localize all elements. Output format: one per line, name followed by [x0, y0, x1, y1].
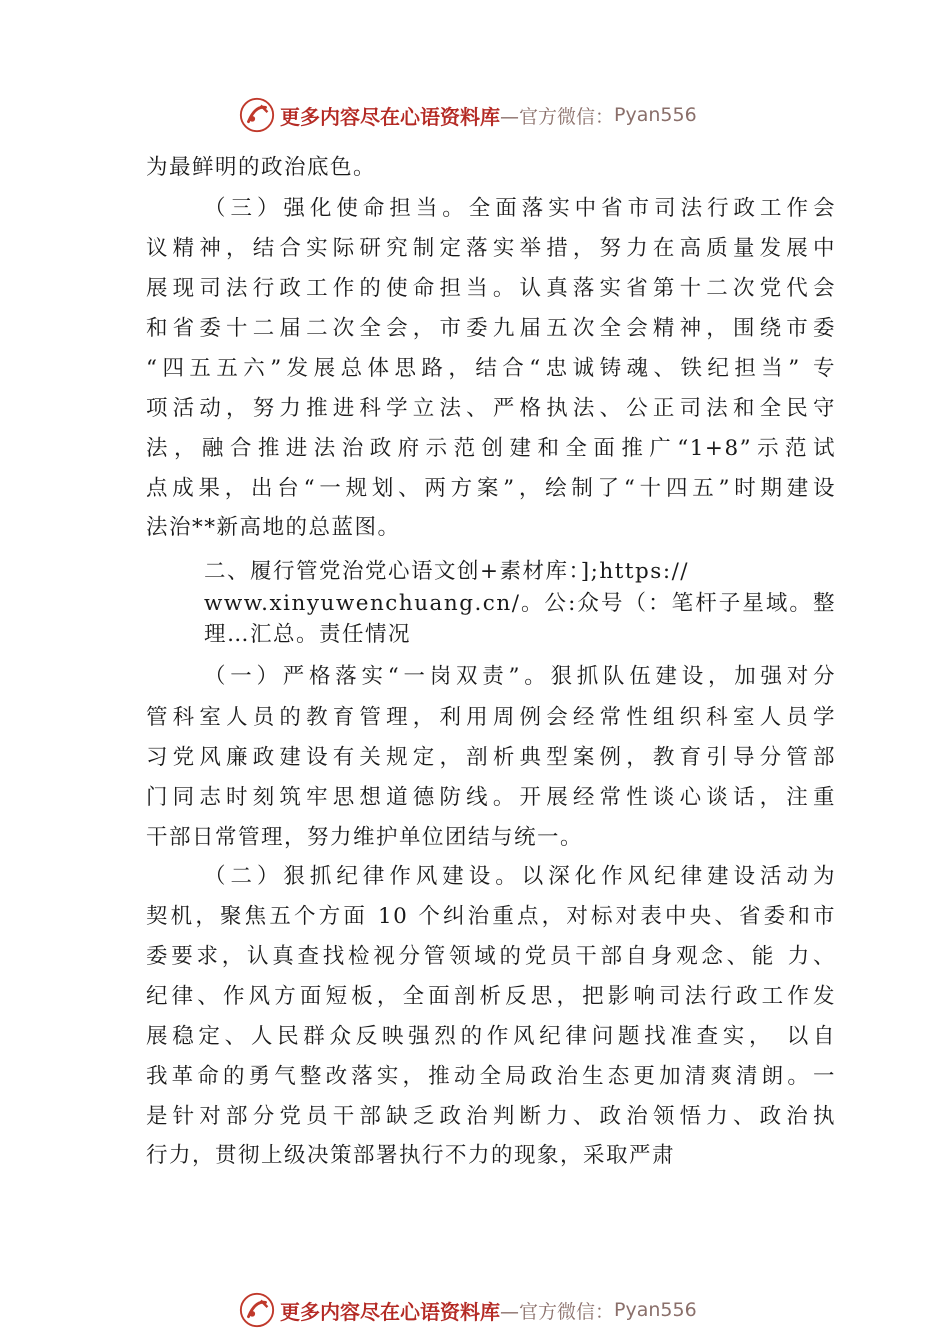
text-line: 点成果，出台“一规划、两方案”，绘制了“十四五”时期建设: [146, 476, 836, 501]
text-line: 行力，贯彻上级决策部署执行不力的现象，采取严肃: [146, 1143, 676, 1168]
text-line: 为最鲜明的政治底色。: [146, 155, 377, 180]
text-line: 是针对部分党员干部缺乏政治判断力、政治领悟力、政治执: [146, 1104, 836, 1129]
text-line: 法治**新高地的总蓝图。: [146, 515, 401, 540]
brand-logo-icon: [238, 96, 276, 134]
text-line: 展现司法行政工作的使命担当。认真落实省第十二次党代会: [146, 276, 836, 301]
header-label: —官方微信：: [500, 105, 615, 128]
text-line: 我革命的勇气整改落实，推动全局政治生态更加清爽清朗。一: [146, 1064, 836, 1089]
text-line: 契机，聚焦五个方面 10 个纠治重点，对标对表中央、省委和市: [146, 904, 836, 929]
text-line: 展稳定、人民群众反映强烈的作风纪律问题找准查实， 以自: [146, 1024, 836, 1049]
header-brand: 更多内容尽在心语资料库: [280, 104, 500, 129]
text-line: （二）狠抓纪律作风建设。以深化作风纪律建设活动为: [204, 864, 836, 889]
text-line: （一）严格落实“一岗双责”。狠抓队伍建设，加强对分: [204, 664, 836, 689]
footer-label: —官方微信：: [500, 1300, 615, 1323]
section-heading-line: www.xinyuwenchuang.cn/。公:众号（：笔杆子星域。整: [204, 591, 836, 616]
text-line: 干部日常管理，努力维护单位团结与统一。: [146, 825, 584, 850]
text-line: 纪律、作风方面短板，全面剖析反思，把影响司法行政工作发: [146, 984, 836, 1009]
text-line: 议精神，结合实际研究制定落实举措，努力在高质量发展中: [146, 236, 836, 261]
text-line: 门同志时刻筑牢思想道德防线。开展经常性谈心谈话，注重: [146, 785, 836, 810]
header-banner: [238, 95, 697, 135]
brand-logo-icon: [238, 1291, 276, 1329]
text-line: 项活动，努力推进科学立法、严格执法、公正司法和全民守: [146, 396, 836, 421]
text-line: 习党风廉政建设有关规定，剖析典型案例，教育引导分管部: [146, 745, 836, 770]
section-heading-line: 二、履行管党治党心语文创+素材库：];https://: [204, 559, 690, 584]
text-line: 法，融合推进法治政府示范创建和全面推广“1+8”示范试: [146, 436, 836, 461]
text-line: 委要求，认真查找检视分管领域的党员干部自身观念、能 力、: [146, 944, 836, 969]
text-line: （三）强化使命担当。全面落实中省市司法行政工作会: [204, 196, 836, 221]
text-line: 和省委十二届二次全会，市委九届五次全会精神，围绕市委: [146, 316, 836, 341]
text-line: “四五五六”发展总体思路，结合“忠诚铸魂、铁纪担当” 专: [146, 356, 836, 381]
footer-banner: [238, 1290, 697, 1330]
footer-brand: 更多内容尽在心语资料库: [280, 1299, 500, 1324]
header-account: Pyan556: [614, 104, 697, 126]
text-line: 管科室人员的教育管理，利用周例会经常性组织科室人员学: [146, 705, 836, 730]
footer-account: Pyan556: [614, 1299, 697, 1321]
section-heading-line: 理…汇总。责任情况: [204, 622, 412, 647]
